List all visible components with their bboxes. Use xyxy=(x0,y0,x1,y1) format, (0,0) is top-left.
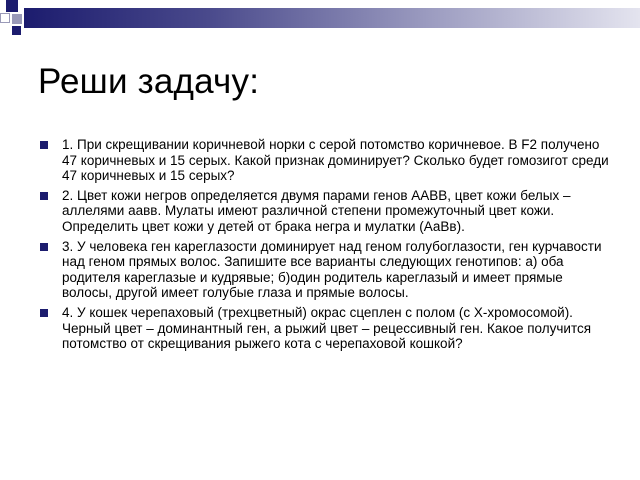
list-item xyxy=(40,137,610,184)
list-item-text: 1. При скрещивании коричневой норки с серой потомство коричневое. В F2 получено 47 коричневых и 15 серых. Какой признак доминирует? Сколько будет гомозигот среди 47 коричневых и 15 серых? xyxy=(62,137,609,184)
decor-square-outline xyxy=(0,13,10,23)
list-item xyxy=(40,188,610,235)
list-item-text: 2. Цвет кожи негров определяется двумя парами генов ААВВ, цвет кожи белых – аллелями аавв. Мулаты имеют различной степени промежуточный цвет кожи. Определить цвет кожи у детей от брака негра и мулатки (АаВв). xyxy=(62,187,571,234)
square-bullet-icon xyxy=(40,243,48,251)
square-bullet-icon xyxy=(40,192,48,200)
list-item xyxy=(40,305,610,352)
decor-square-dark xyxy=(6,0,18,12)
decor-square-dark-small xyxy=(12,26,21,35)
list-item xyxy=(40,239,610,301)
square-bullet-icon xyxy=(40,141,48,149)
decor-square-light xyxy=(12,14,22,24)
list-item-text: 3. У человека ген кареглазости доминирует над геном голубоглазости, ген курчавости над геном прямых волос. Запишите все варианты следующих генотипов: а) оба родителя кареглазые и кудрявые; б)один родитель кареглазый и имеет прямые волосы, другой имеет голубые глаза и прямые волосы. xyxy=(62,238,602,301)
list-item-text: 4. У кошек черепаховый (трехцветный) окрас сцеплен с полом (с Х-хромосомой). Черный цвет – доминантный ген, а рыжий цвет – рецессивный ген. Какое получится потомство от скрещивания рыжего кота с черепаховой кошкой? xyxy=(62,304,592,352)
page-title: Реши задачу: xyxy=(38,62,260,101)
header-gradient-bar xyxy=(24,8,640,28)
task-list xyxy=(40,137,610,356)
square-bullet-icon xyxy=(40,309,48,317)
